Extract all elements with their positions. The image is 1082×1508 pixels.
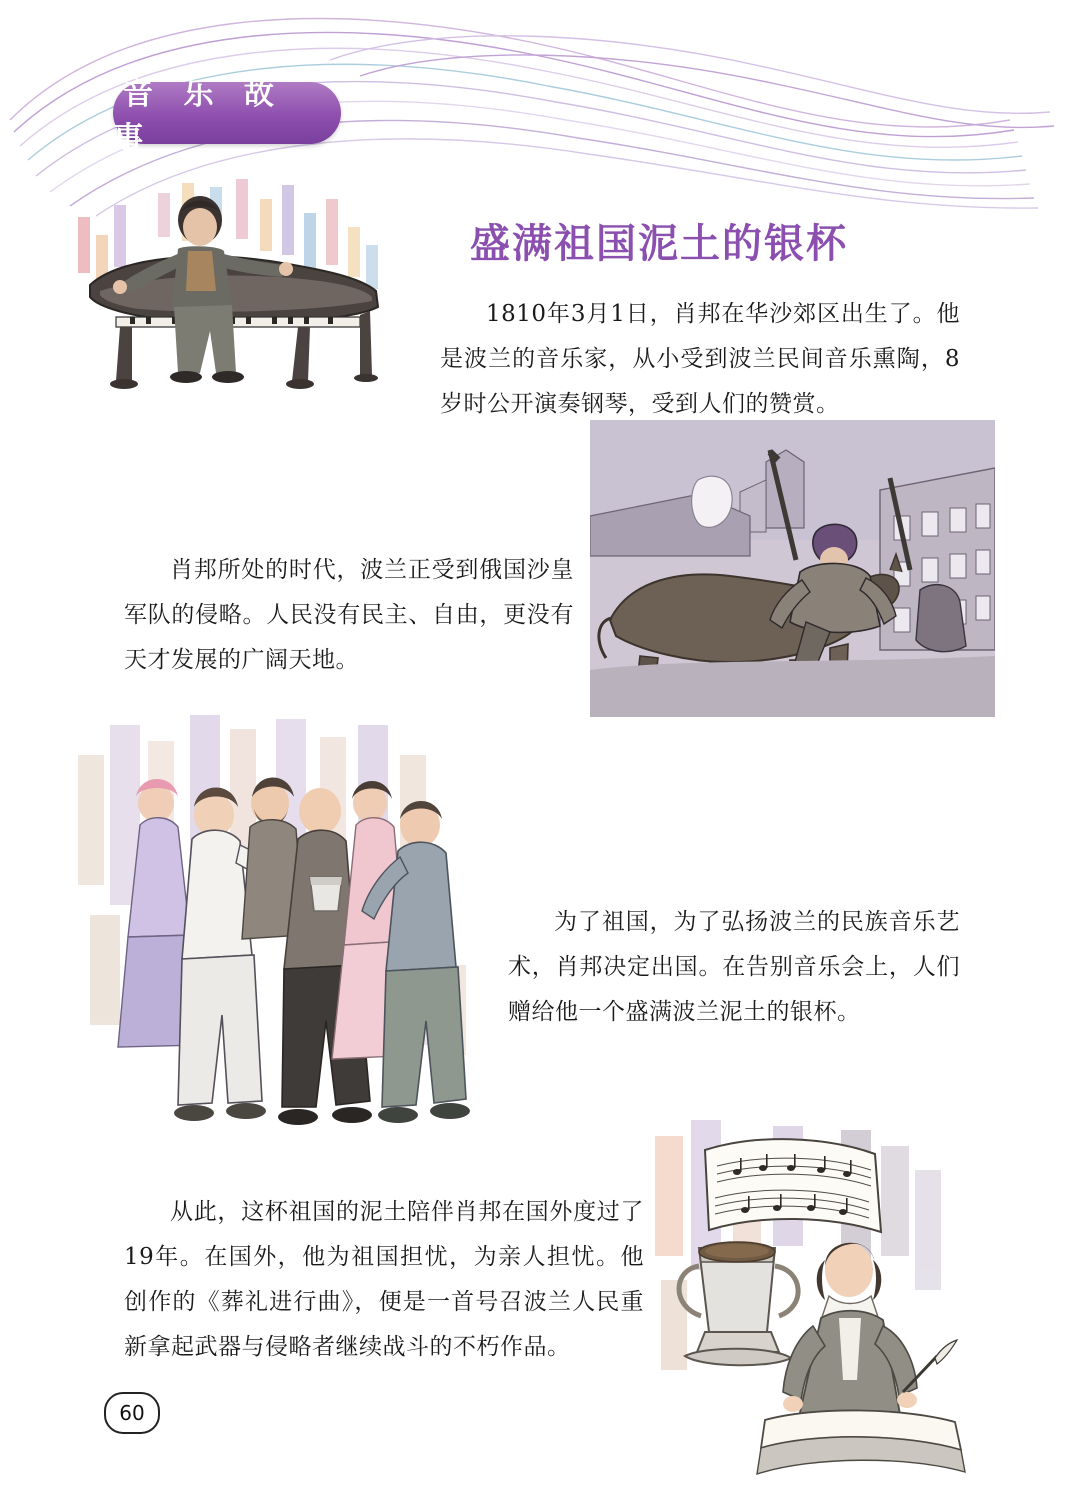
page-number-label: 60 [119, 1401, 145, 1425]
page-title: 盛满祖国泥土的银杯 [470, 221, 848, 267]
section-badge [113, 77, 341, 156]
farewell-illustration [70, 715, 480, 1135]
section-badge-label: 音 乐 故 事 [113, 77, 284, 156]
chopin-writing-illustration [645, 1120, 975, 1480]
piano-illustration [60, 165, 410, 410]
paragraph-4: 从此，这杯祖国的泥土陪伴肖邦在国外度过了19年。在国外，他为祖国担忧，为亲人担忧。他创作的《葬礼进行曲》，便是一首号召波兰人民重新拿起武器与侵略者继续战斗的不朽作品。 [124, 1199, 644, 1360]
paragraph-1: 1810年3月1日，肖邦在华沙郊区出生了。他是波兰的音乐家，从小受到波兰民间音乐熏陶，8 岁时公开演奏钢琴，受到人们的赞赏。 [440, 301, 960, 417]
page-number [104, 1392, 160, 1434]
soldiers-illustration [590, 420, 995, 717]
paragraph-3: 为了祖国，为了弘扬波兰的民族音乐艺术，肖邦决定出国。在告别音乐会上，人们赠给他一个盛满波兰泥土的银杯。 [508, 909, 960, 1025]
paragraph-2: 肖邦所处的时代，波兰正受到俄国沙皇军队的侵略。人民没有民主、自由，更没有天才发展的广阔天地。 [124, 557, 574, 673]
